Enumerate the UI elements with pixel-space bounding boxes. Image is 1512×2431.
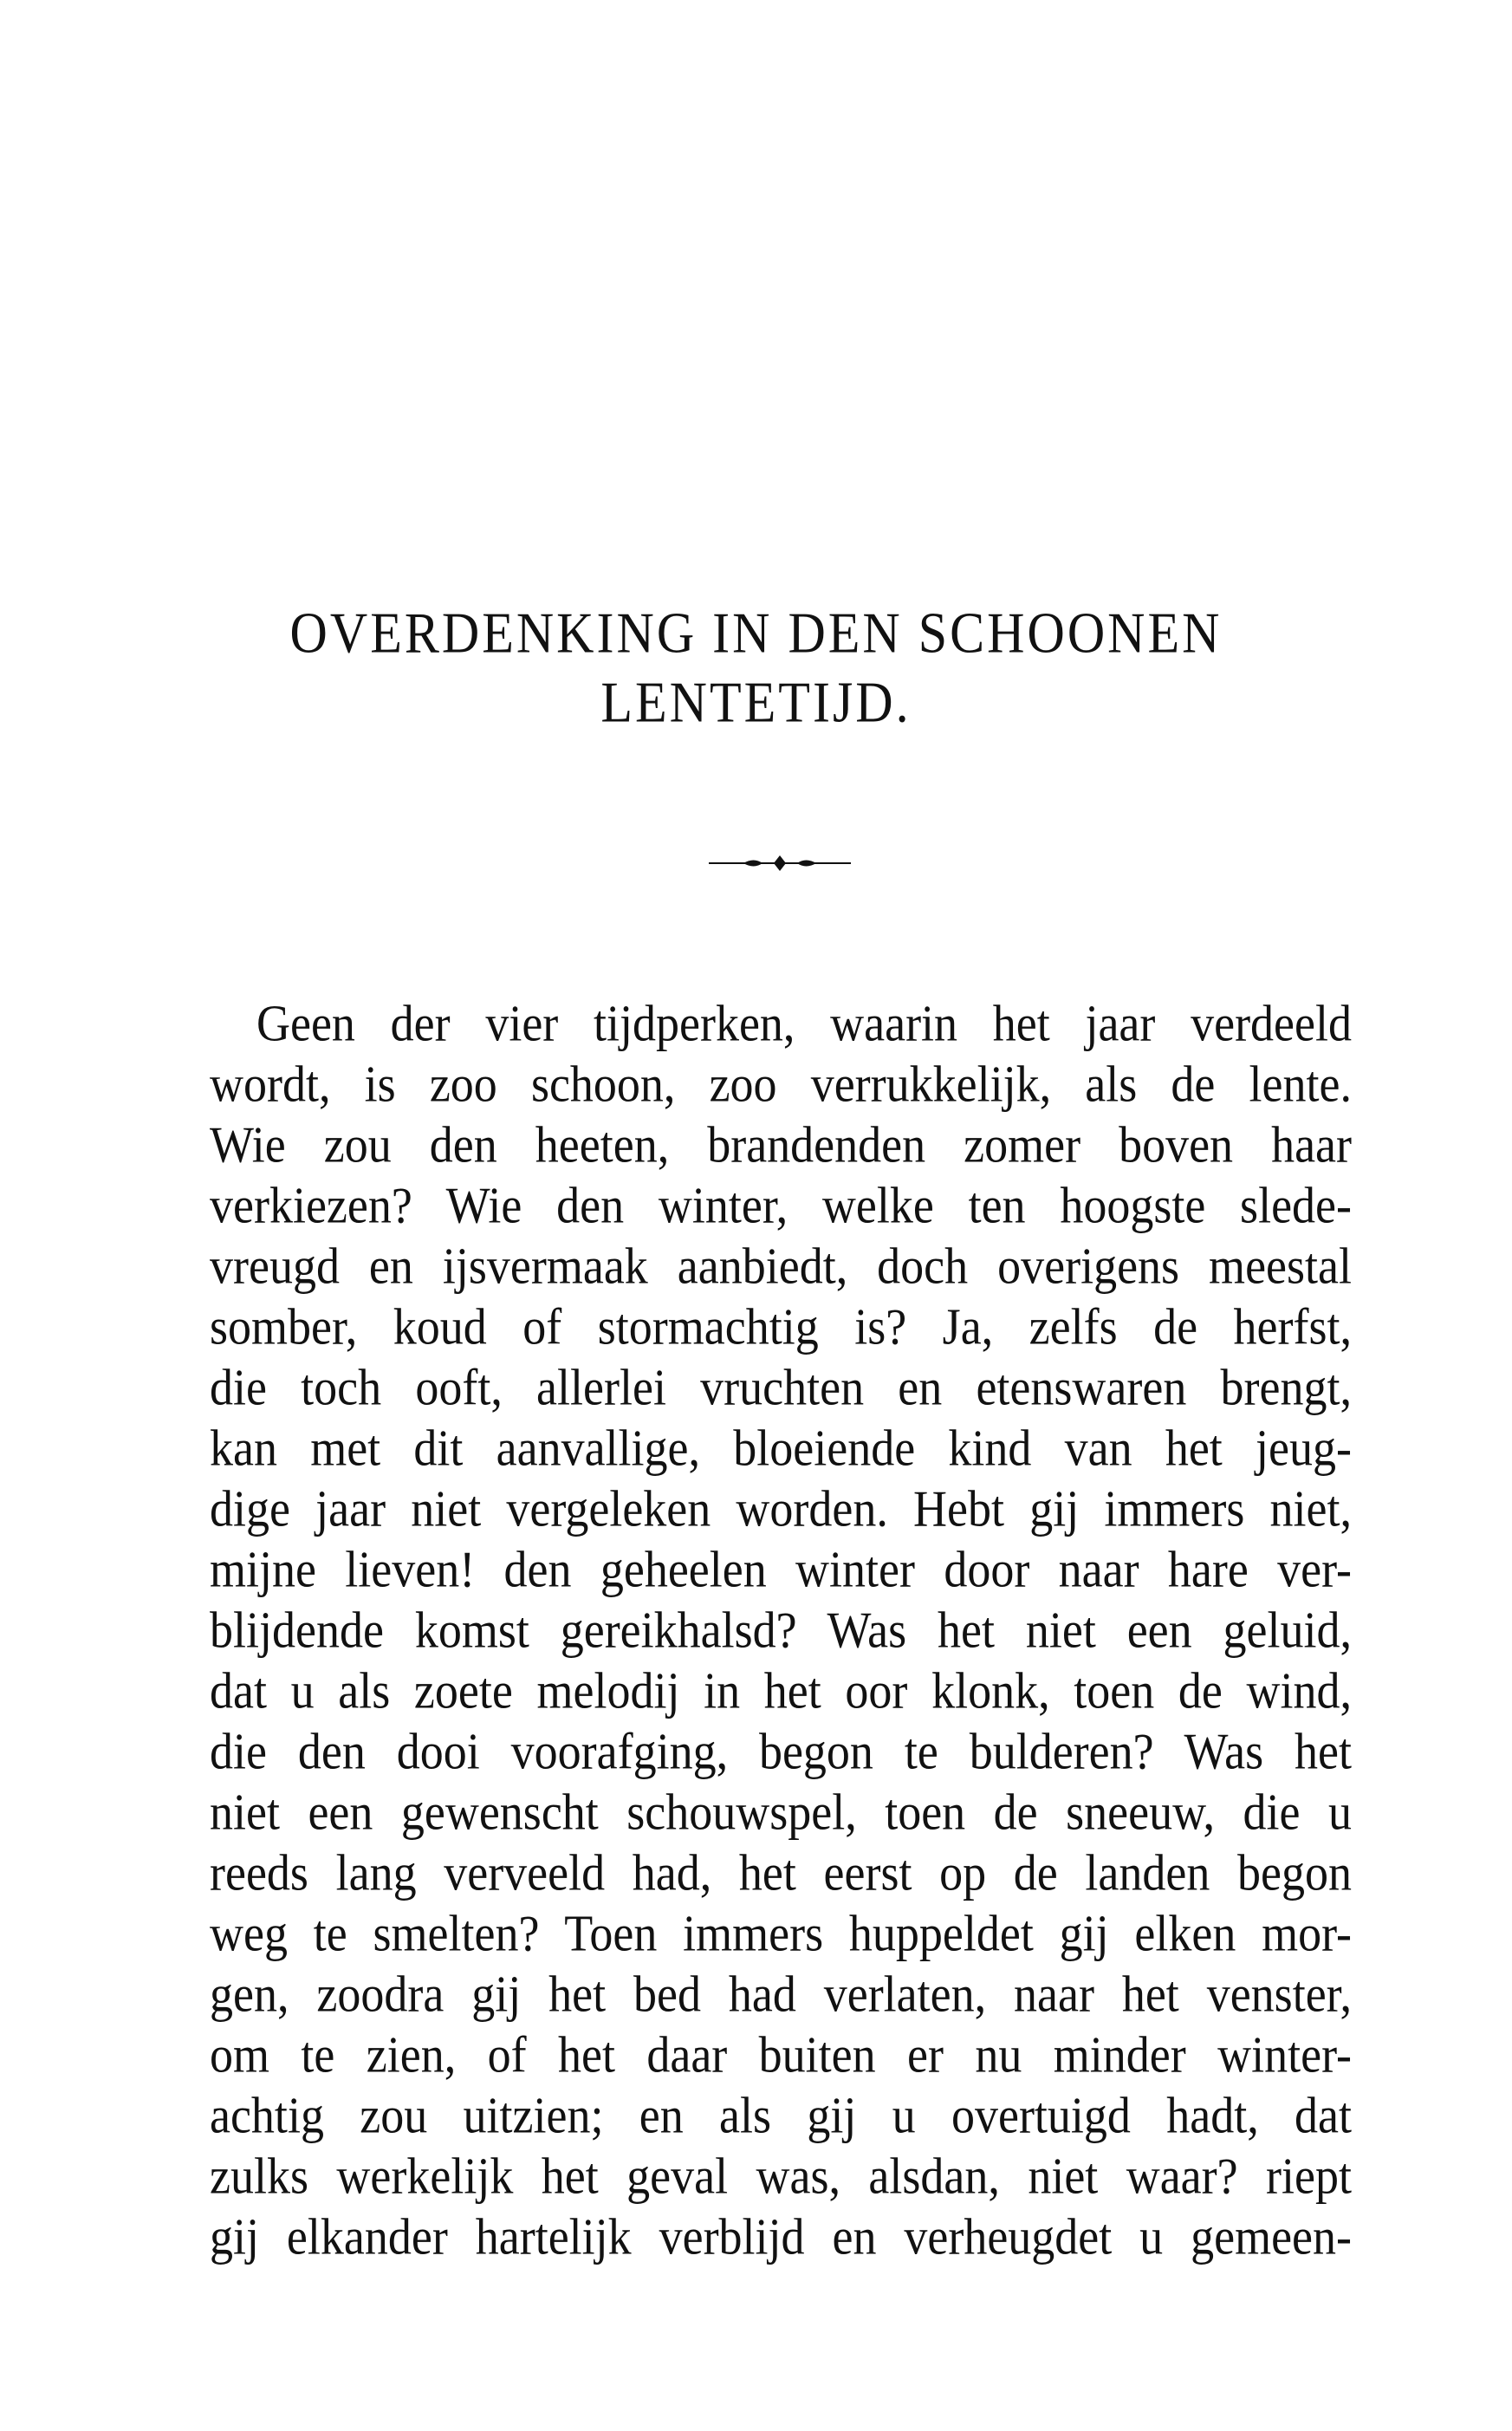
text-line: dige jaar niet vergeleken worden. Hebt gij immers niet,: [210, 1479, 1352, 1537]
text-line: gen, zoodra gij het bed had verlaten, naar het venster,: [210, 1965, 1352, 2023]
chapter-title-line-2: LENTETIJD.: [600, 670, 912, 734]
text-line: die toch ooft, allerlei vruchten en etenswaren brengt,: [210, 1358, 1352, 1416]
text-line: dat u als zoete melodij in het oor klonk, toen de wind,: [210, 1661, 1352, 1719]
body-paragraph: [210, 994, 1352, 2271]
text-line: mijne lieven! den geheelen winter door naar hare ver-: [210, 1540, 1352, 1598]
text-line: gij elkander hartelijk verblijd en verheugdet u gemeen-: [210, 2207, 1352, 2265]
text-line: vreugd en ijsvermaak aanbiedt, doch overigens meestal: [210, 1237, 1352, 1295]
text-line: zulks werkelijk het geval was, alsdan, niet waar? riept: [210, 2147, 1352, 2205]
text-line: Geen der vier tijdperken, waarin het jaar verdeeld: [256, 994, 1352, 1052]
text-line: kan met dit aanvallige, bloeiende kind van het jeug-: [210, 1419, 1352, 1477]
text-line: reeds lang verveeld had, het eerst op de landen begon: [210, 1843, 1352, 1901]
text-line: verkiezen? Wie den winter, welke ten hoogste slede-: [210, 1176, 1352, 1234]
text-line: die den dooi voorafging, begon te bulderen? Was het: [210, 1722, 1352, 1780]
text-line: Wie zou den heeten, brandenden zomer boven haar: [210, 1115, 1352, 1173]
text-line: niet een gewenscht schouwspel, toen de sneeuw, die u: [210, 1783, 1352, 1841]
chapter-title-line-1: OVERDENKING IN DEN SCHOONEN: [289, 601, 1223, 665]
text-line: achtig zou uitzien; en als gij u overtuigd hadt, dat: [210, 2086, 1352, 2144]
text-line: weg te smelten? Toen immers huppeldet gij elken mor-: [210, 1904, 1352, 1962]
text-line: wordt, is zoo schoon, zoo verrukkelijk, als de lente.: [210, 1055, 1352, 1113]
text-line: om te zien, of het daar buiten er nu minder winter-: [210, 2025, 1352, 2083]
text-line: somber, koud of stormachtig is? Ja, zelfs de herfst,: [210, 1297, 1352, 1355]
text-line: blijdende komst gereikhalsd? Was het niet een geluid,: [210, 1601, 1352, 1659]
ornament-divider-icon: [709, 853, 851, 874]
